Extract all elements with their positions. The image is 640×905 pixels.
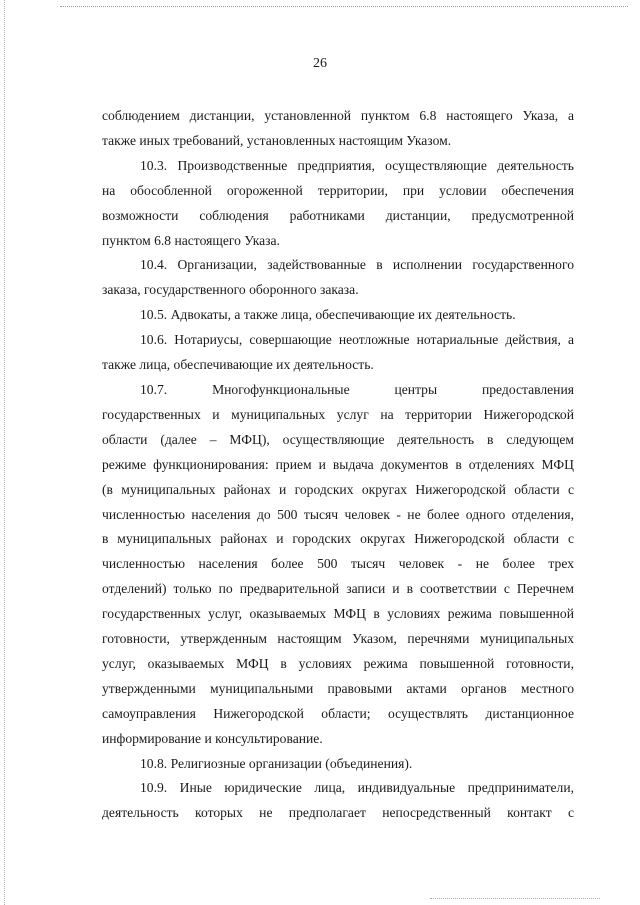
paragraph-10-7: [102, 378, 574, 752]
text-line: утвержденными муниципальными правовыми актами органов местного: [102, 680, 574, 696]
text-line: (в муниципальных районах и городских округах Нижегородской области с: [102, 481, 574, 497]
paragraph-10-6: [102, 328, 574, 378]
paragraph-10-3: [102, 154, 574, 254]
scan-edge-left: [4, 0, 5, 905]
text-line: соблюдением дистанции, установленной пунктом 6.8 настоящего Указа, а: [102, 108, 574, 123]
scan-edge-bottom: [430, 898, 600, 899]
text-line: возможности соблюдения работниками дистанции, предусмотренной: [102, 207, 574, 223]
paragraph-continuation: [102, 104, 574, 154]
text-line: 10.5. Адвокаты, а также лица, обеспечивающие их деятельность.: [140, 307, 516, 323]
text-line: численностью населения более 500 тысяч человек - не более трех: [102, 556, 574, 572]
text-line: режиме функционирования: прием и выдача документов в отделениях МФЦ: [102, 456, 574, 472]
page-number: 26: [313, 56, 327, 71]
text-line: также лица, обеспечивающие их деятельность.: [102, 357, 374, 373]
text-line: 10.4. Организации, задействованные в исполнении государственного: [140, 257, 574, 273]
text-line: в муниципальных районах и городских округах Нижегородской области с: [102, 531, 574, 547]
text-line: 10.9. Иные юридические лица, индивидуальные предприниматели,: [140, 780, 574, 796]
text-line: услуг, оказываемых МФЦ в условиях режима повышенной готовности,: [102, 655, 574, 671]
text-line: 10.7. Многофункциональные центры предоставления: [140, 381, 574, 397]
text-line: 10.3. Производственные предприятия, осуществляющие деятельность: [140, 157, 574, 173]
text-line: 10.8. Религиозные организации (объединения).: [140, 755, 413, 771]
text-line: численностью населения до 500 тысяч человек - не более одного отделения,: [102, 506, 574, 522]
text-line: государственных услуг, оказываемых МФЦ в условиях режима повышенной: [102, 606, 574, 622]
paragraph-10-4: [102, 253, 574, 303]
text-line: готовности, утвержденным настоящим Указом, перечнями муниципальных: [102, 631, 574, 647]
text-line: отделений) только по предварительной записи и в соответствии с Перечнем: [102, 581, 574, 597]
text-line: пунктом 6.8 настоящего Указа.: [102, 232, 280, 248]
text-line: государственных и муниципальных услуг на территории Нижегородской: [102, 406, 574, 422]
text-line: заказа, государственного оборонного заказа.: [102, 282, 359, 298]
paragraph-10-8: [102, 752, 574, 777]
paragraph-10-5: [102, 303, 574, 328]
text-line: области (далее – МФЦ), осуществляющие деятельность в следующем: [102, 431, 574, 447]
text-line: 10.6. Нотариусы, совершающие неотложные нотариальные действия, а: [140, 332, 574, 348]
body-text: [102, 104, 574, 826]
text-line: также иных требований, установленных настоящим Указом.: [102, 132, 452, 148]
paragraph-10-9: [102, 776, 574, 826]
text-line: на обособленной огороженной территории, при условии обеспечения: [102, 182, 574, 198]
text-line: деятельность которых не предполагает непосредственный контакт с: [102, 805, 574, 821]
scan-edge-top: [60, 6, 628, 7]
text-line: информирование и консультирование.: [102, 730, 323, 746]
text-line: самоуправления Нижегородской области; осуществлять дистанционное: [102, 705, 574, 721]
